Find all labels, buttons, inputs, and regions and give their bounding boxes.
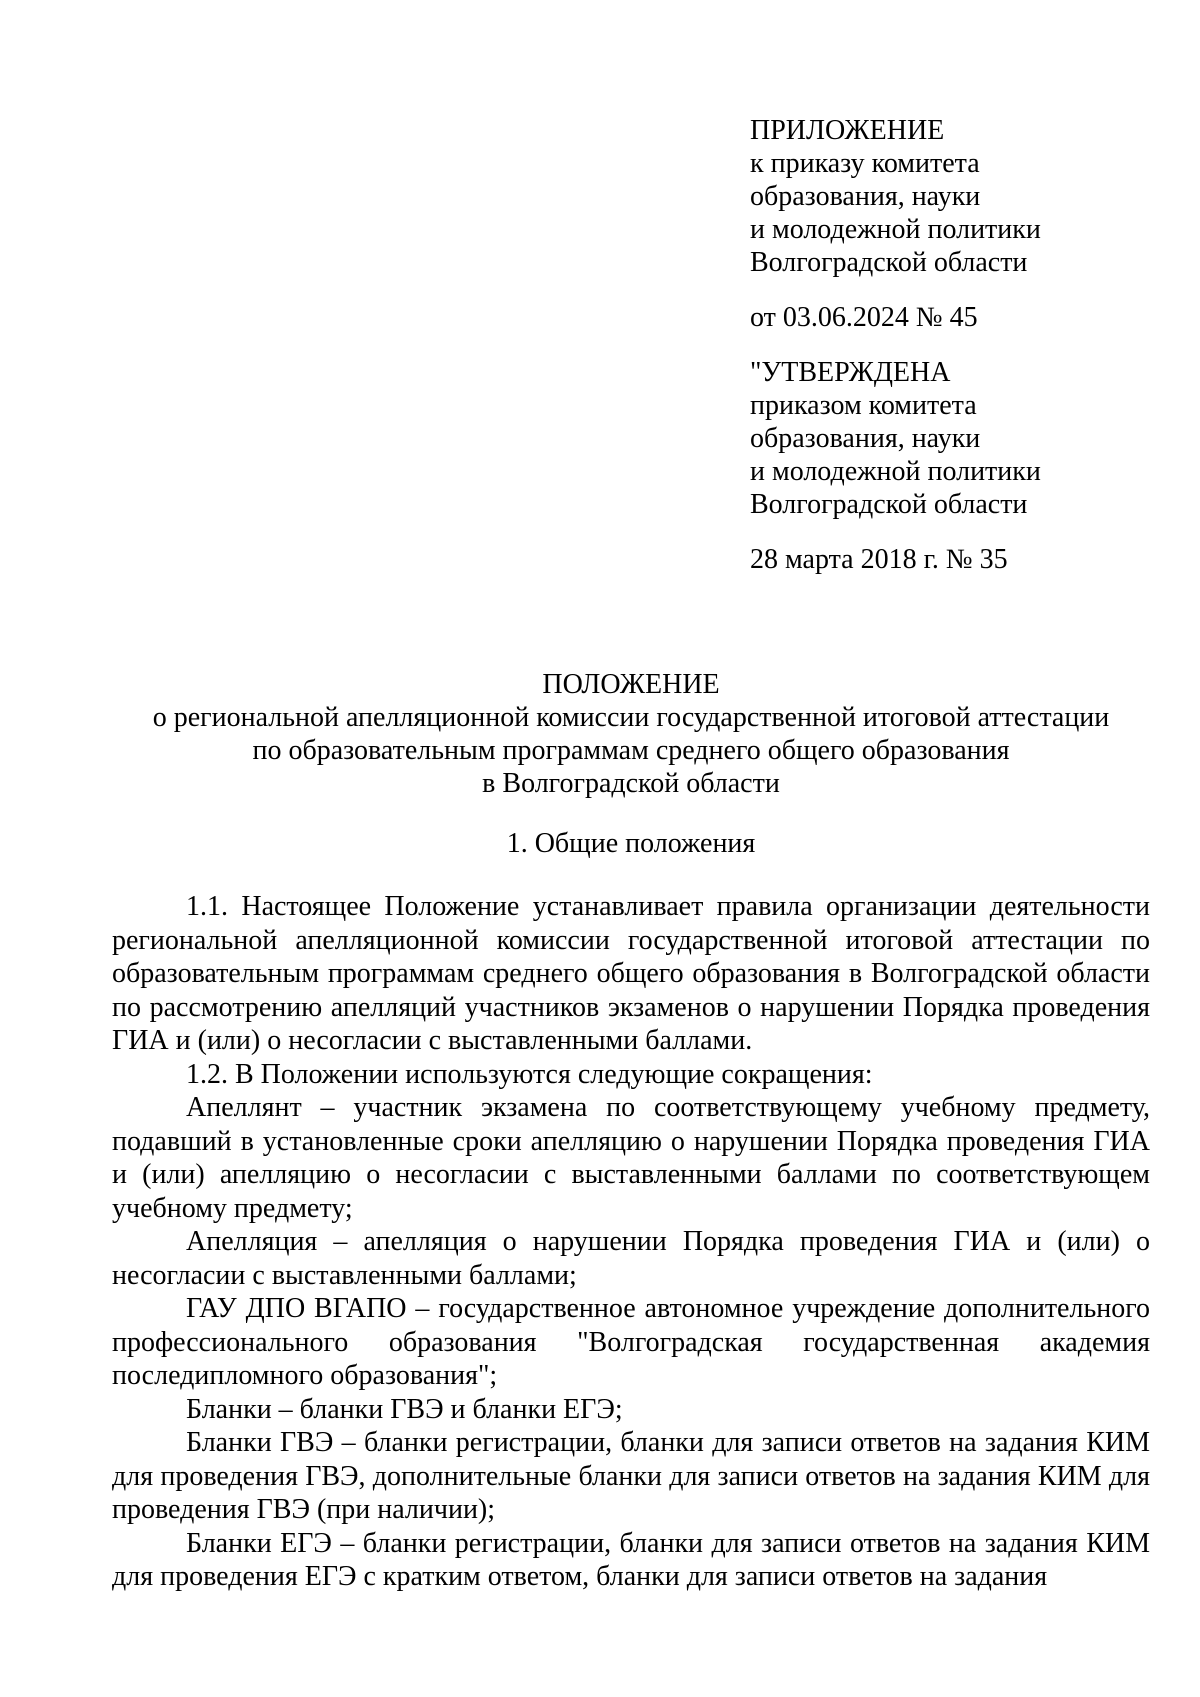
title-line: о региональной апелляционной комиссии государственной итоговой аттестации (152, 702, 1110, 733)
appendix-line: Волгоградской области (750, 247, 1028, 278)
approved-line: образования, науки (750, 423, 981, 454)
title-line: в Волгоградской области (482, 768, 780, 799)
paragraph: 1.2. В Положении используются следующие сокращения: (186, 1058, 873, 1090)
appendix-header (750, 114, 1170, 576)
body-text (112, 890, 1150, 1594)
approved-line: и молодежной политики (750, 456, 1041, 487)
document-title (112, 668, 1150, 800)
section-title: 1. Общие положения (506, 828, 756, 859)
approved-line: приказом комитета (750, 390, 977, 421)
paragraph: 1.1. Настоящее Положение устанавливает правила организации деятельности региональной апелляционной комиссии государственной итоговой аттестации по образовательным программам среднего общего образования в Волгоградской области по рассмотрению апелляций участников экзаменов о нарушении Порядка проведения ГИА и (или) о несогласии с выставленными баллами. (112, 891, 1150, 1056)
approved-date: 28 марта 2018 г. № 35 (750, 544, 1008, 575)
paragraph: Бланки ЕГЭ – бланки регистрации, бланки для записи ответов на задания КИМ для проведения ЕГЭ с кратким ответом, бланки для записи ответов на задания (112, 1527, 1150, 1592)
order-reference: от 03.06.2024 № 45 (750, 302, 978, 333)
paragraph: ГАУ ДПО ВГАПО – государственное автономное учреждение дополнительного профессионального образования "Волгоградская государственная академия последипломного образования"; (112, 1293, 1150, 1391)
approved-line: Волгоградской области (750, 489, 1028, 520)
title-heading: ПОЛОЖЕНИЕ (542, 669, 720, 700)
title-line: по образовательным программам среднего общего образования (252, 735, 1010, 766)
appendix-label: ПРИЛОЖЕНИЕ (750, 115, 945, 146)
paragraph: Апеллянт – участник экзамена по соответствующему учебному предмету, подавший в установленные сроки апелляцию о нарушении Порядка проведения ГИА и (или) апелляцию о несогласии с выставленными баллами по соответствующем учебному предмету; (112, 1092, 1150, 1224)
paragraph: Бланки ГВЭ – бланки регистрации, бланки для записи ответов на задания КИМ для проведения ГВЭ, дополнительные бланки для записи ответов на задания КИМ для проведения ГВЭ (при наличии); (112, 1427, 1150, 1525)
paragraph: Апелляция – апелляция о нарушении Порядка проведения ГИА и (или) о несогласии с выставленными баллами; (112, 1226, 1150, 1291)
appendix-line: к приказу комитета (750, 148, 980, 179)
appendix-line: и молодежной политики (750, 214, 1041, 245)
paragraph: Бланки – бланки ГВЭ и бланки ЕГЭ; (186, 1393, 623, 1425)
appendix-line: образования, науки (750, 181, 981, 212)
approved-label: "УТВЕРЖДЕНА (750, 357, 951, 388)
